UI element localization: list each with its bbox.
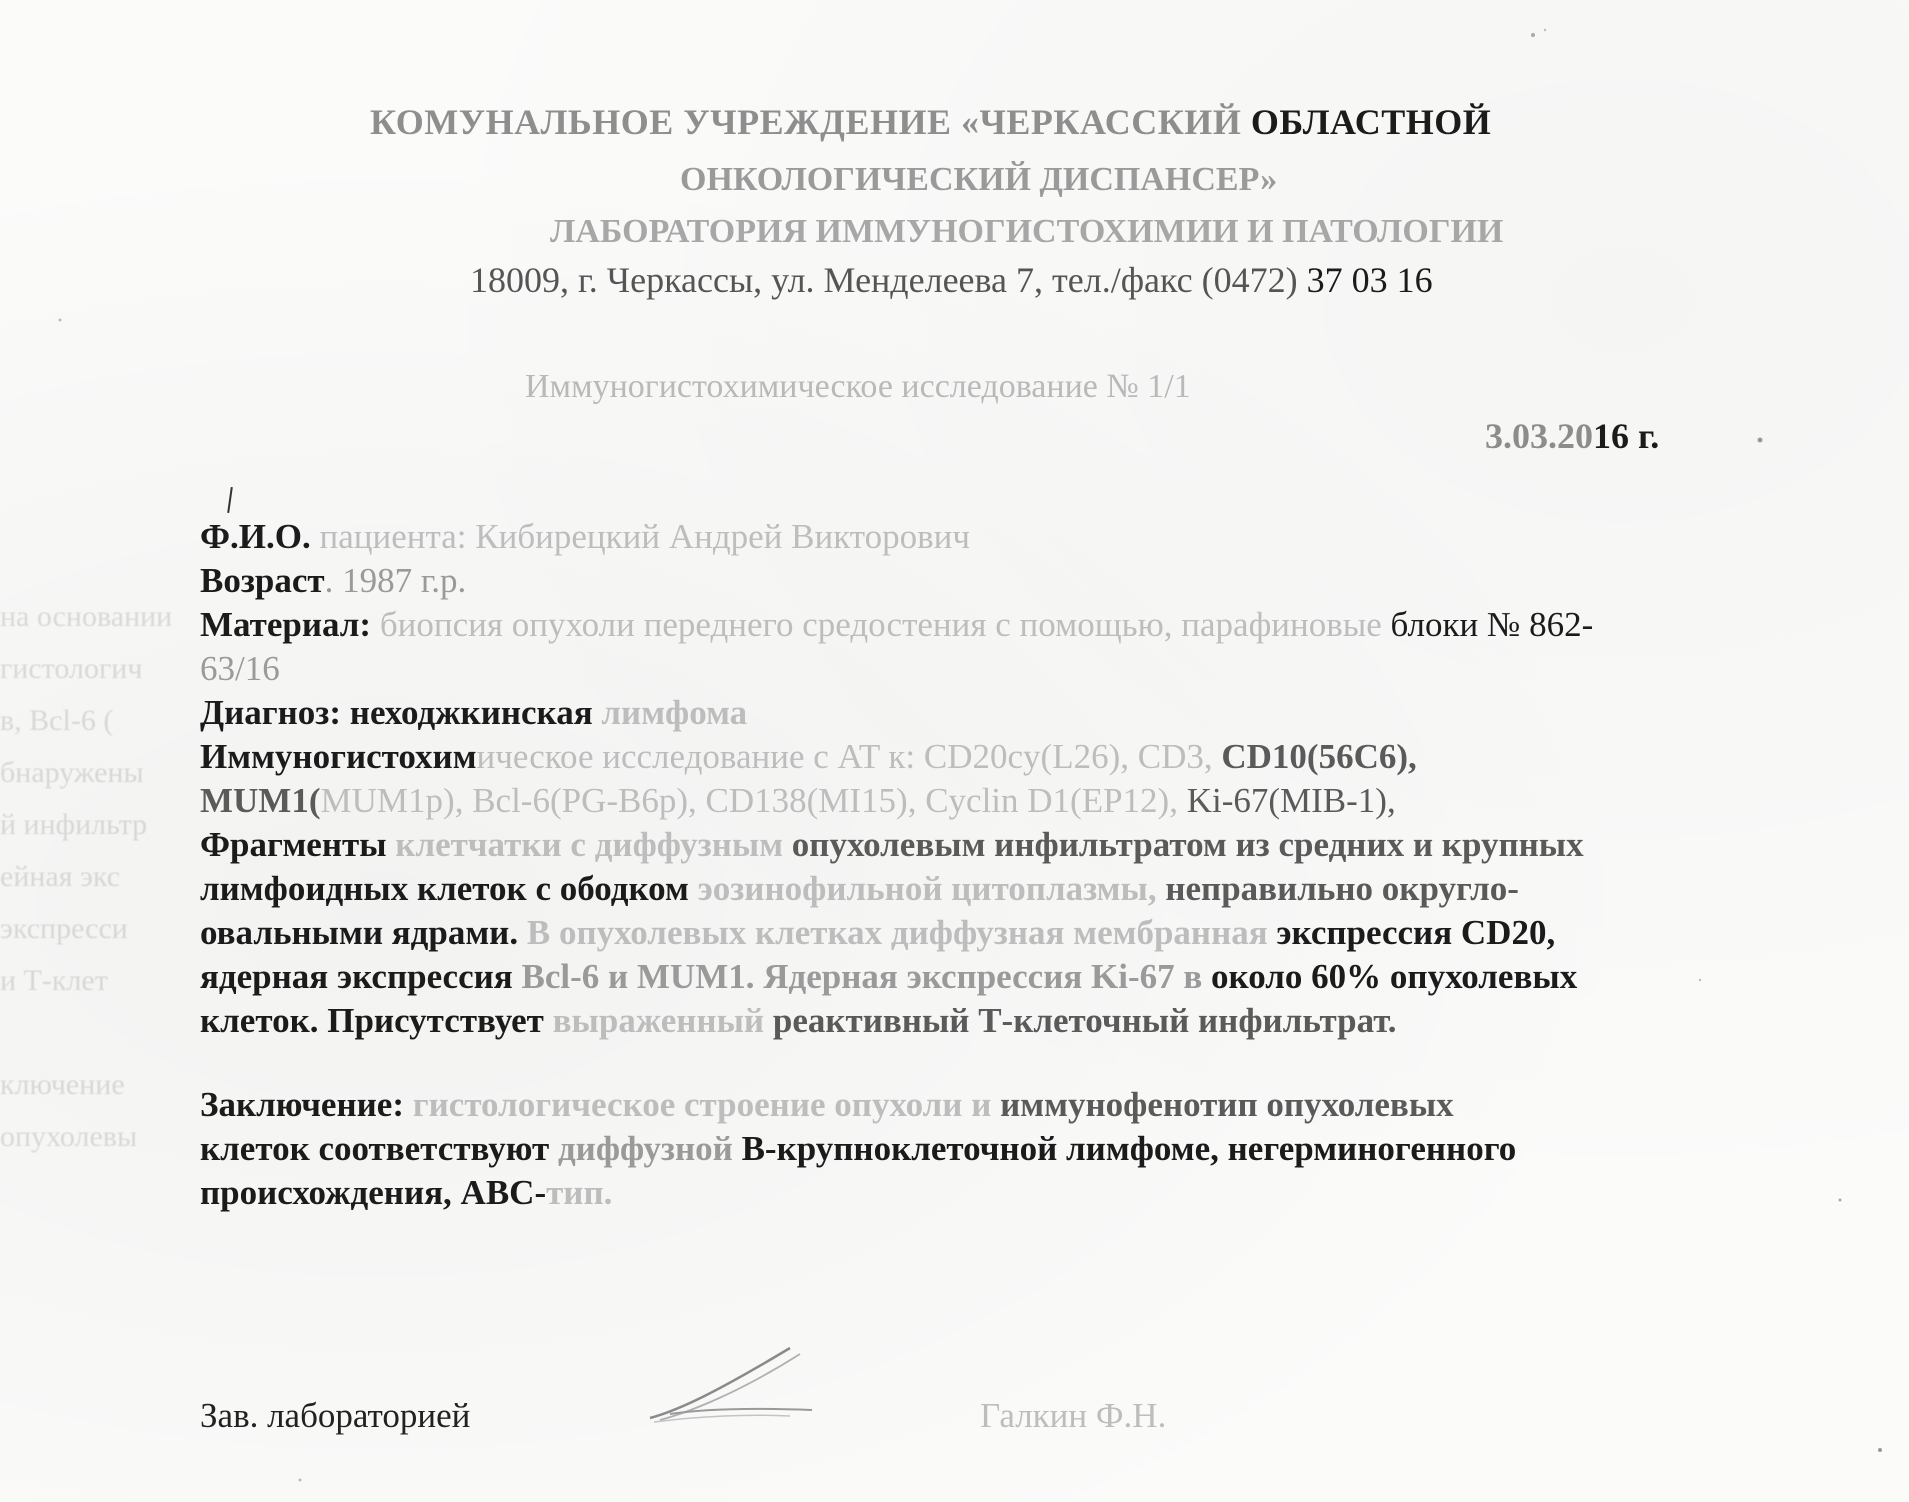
ihc-row-2 (200, 779, 1880, 823)
conclusion-text-faded: гистологическое строение опухоли и (403, 1085, 992, 1124)
pen-tick-mark (227, 487, 233, 513)
bleed-text-line: на основании (0, 600, 173, 633)
findings-line-3 (200, 911, 1880, 955)
conclusion-line-1 (200, 1083, 1880, 1127)
bleed-text-line: й инфильтр (0, 808, 148, 841)
bleed-text-line: бнаружены (0, 756, 144, 789)
findings-text-end: около 60% опухолевых (1202, 957, 1578, 996)
conclusion-origin: происхождения, АВС- (200, 1173, 547, 1212)
institution-name-line2: ОНКОЛОГИЧЕСКИЙ ДИСПАНСЕР» (680, 161, 1278, 198)
material-row-continued: 63/16 (200, 649, 280, 688)
conclusion-line-2 (200, 1127, 1880, 1171)
date-faded: 3.03.20 (1485, 416, 1593, 456)
bleed-text-line: в, Bcl-6 ( (0, 704, 114, 737)
findings-line-1 (200, 823, 1880, 867)
bleed-text-line: ключение (0, 1068, 125, 1101)
findings-text: лимфоидных клеток с ободком (200, 869, 689, 908)
patient-age-row (200, 559, 1880, 603)
findings-text-faded: выраженный (543, 1001, 765, 1040)
photocopy-bleed (0, 600, 200, 1300)
conclusion-text: клеток соответствуют (200, 1129, 550, 1168)
ihc-antibody-cd10: CD10(56C6), (1221, 737, 1417, 776)
material-label: Материал: (200, 605, 372, 644)
institution-name-line1 (370, 100, 1770, 144)
address-line (470, 258, 1433, 302)
findings-text: клеток. Присутствует (200, 1001, 544, 1040)
findings-text-faded: Bcl-6 и MUM1. Ядерная экспрессия Ki-67 в (512, 957, 1203, 996)
findings-text-end: экспрессия CD20, (1267, 913, 1556, 952)
conclusion-line-3 (200, 1171, 1880, 1215)
findings-text-faded: клетчатки с диффузным (386, 825, 784, 864)
findings-text: овальными ядрами. (200, 913, 519, 952)
laboratory-name: ЛАБОРАТОРИЯ ИММУНОГИСТОХИМИИ И ПАТОЛОГИИ (550, 213, 1504, 250)
diagnosis-row (200, 691, 1880, 735)
ihc-antibody-mum1: MUM1( (200, 781, 321, 820)
conclusion-text-end: иммунофенотип опухолевых (991, 1085, 1454, 1124)
material-value: биопсия опухоли переднего средостения с помощью, парафиновые (371, 605, 1391, 644)
findings-line-2 (200, 867, 1880, 911)
ihc-antibodies-2: MUM1p), Bcl-6(PG-B6p), CD138(MI15), Cyclin D1(EP12), (320, 781, 1187, 820)
signature-block (200, 1390, 1700, 1450)
handwritten-signature (640, 1340, 820, 1430)
conclusion-diagnosis: В-крупноклеточной лимфоме, негерминогенного (732, 1129, 1517, 1168)
report-date (1485, 415, 1659, 457)
material-row (200, 603, 1880, 647)
ihc-antibody-ki67: Ki-67(MIB-1), (1186, 781, 1396, 820)
ihc-antibodies-1: ическое исследование с AT к: CD20cy(L26), CD3, (476, 737, 1222, 776)
diagnosis-value-faded: лимфома (592, 693, 748, 732)
bleed-text-line: опухолевы (0, 1120, 138, 1153)
phone-number: 37 03 16 (1306, 260, 1433, 300)
conclusion-type-faded: тип. (546, 1173, 613, 1212)
bleed-text-line: экспресси (0, 912, 128, 945)
patient-age-label: Возраст (200, 561, 325, 600)
findings-text-faded: эозинофильной цитоплазмы, (688, 869, 1157, 908)
findings-text-faded: В опухолевых клетках диффузная мембранная (518, 913, 1268, 952)
findings-text: ядерная экспрессия (200, 957, 513, 996)
diagnosis-label: Диагноз: (200, 693, 342, 732)
microscopy-findings (200, 823, 1880, 1043)
section-gap (200, 1043, 1880, 1083)
findings-text-end: неправильно округло- (1156, 869, 1519, 908)
institution-name-faded: КОМУНАЛЬНОЕ УЧРЕЖДЕНИЕ «ЧЕРКАССКИЙ (370, 102, 1251, 142)
date-dark: 16 г. (1593, 416, 1660, 456)
conclusion-text-faded: диффузной (549, 1129, 733, 1168)
bleed-text-line: гистологич (0, 652, 143, 685)
ihc-label: Иммуногистохим (200, 737, 477, 776)
findings-line-5 (200, 999, 1880, 1043)
bleed-text-line: ейная экс (0, 860, 121, 893)
bleed-text-line: и Т-клет (0, 964, 108, 997)
findings-text: Фрагменты (200, 825, 387, 864)
report-body (200, 515, 1880, 1215)
signatory-role: Зав. лабораторией (200, 1396, 471, 1435)
patient-age-value: . 1987 г.р. (324, 561, 467, 600)
study-title: Иммуногистохимическое исследование № 1/1 (525, 368, 1191, 405)
ihc-row-1 (200, 735, 1880, 779)
conclusion-label: Заключение: (200, 1085, 404, 1124)
patient-name-label: Ф.И.О. (200, 517, 311, 556)
material-block-number: блоки № 862- (1390, 605, 1594, 644)
patient-name-row (200, 515, 1880, 559)
diagnosis-value: неходжкинская (341, 693, 593, 732)
bleed-text-line (0, 1016, 200, 1068)
findings-text-end: опухолевым инфильтратом из средних и крупных (783, 825, 1584, 864)
findings-line-4 (200, 955, 1880, 999)
signatory-name: Галкин Ф.Н. (980, 1396, 1167, 1435)
findings-text-end: реактивный Т-клеточный инфильтрат. (764, 1001, 1397, 1040)
address-text: 18009, г. Черкассы, ул. Менделеева 7, тел./факс (0472) (470, 260, 1307, 300)
conclusion-section (200, 1083, 1880, 1215)
institution-name-dark: ОБЛАСТНОЙ (1250, 102, 1492, 142)
patient-name-value: пациента: Кибирецкий Андрей Викторович (310, 517, 970, 556)
